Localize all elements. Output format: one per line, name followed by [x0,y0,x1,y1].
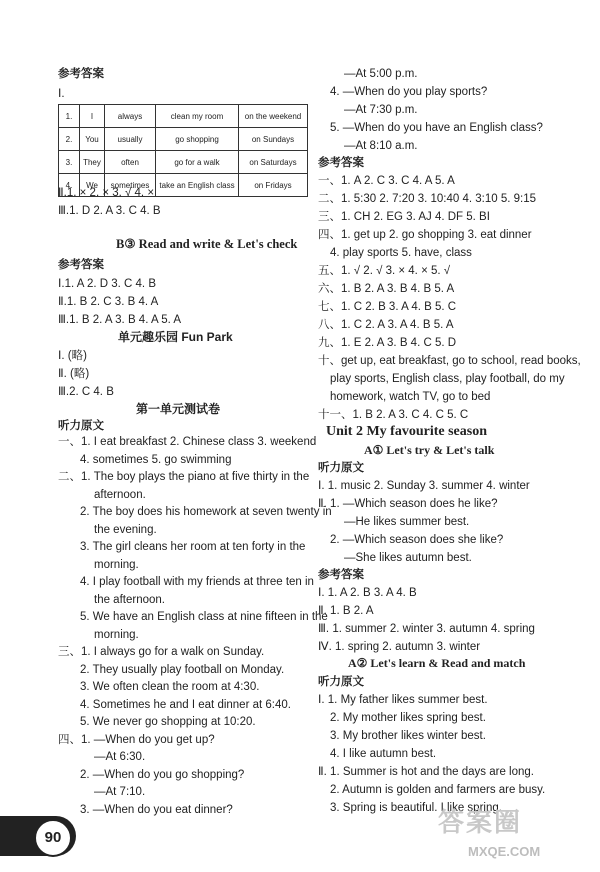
text-line: 2. They usually play football on Monday. [80,664,285,676]
text-line: 2. The boy does his homework at seven twenty in [80,506,332,518]
text-line: Ⅱ. 1. —Which season does he like? [318,498,498,510]
answer-line: 4. play sports 5. have, class [330,247,472,259]
table-cell: They [80,151,105,174]
text-line: —He likes summer best. [344,516,470,528]
answer-line: 六、1. B 2. A 3. B 4. B 5. A [318,283,455,295]
text-line: 2. —Which season does she like? [330,534,504,546]
text-line: 3. We often clean the room at 4:30. [80,681,260,693]
table-row [59,151,308,174]
table-cell: go for a walk [156,151,239,174]
unit-title: Unit 2 My favourite season [326,424,487,439]
text-line: —At 7:10. [94,786,146,798]
answer-line: Ⅰ. (略) [58,350,87,362]
table-cell: 1. [59,105,80,128]
section-title-a2: A② Let's learn & Read and match [348,656,526,670]
text-line: morning. [94,629,139,641]
table-row [59,105,308,128]
section-title-b3: B③ Read and write & Let's check [116,237,298,251]
text-line: Ⅰ. 1. music 2. Sunday 3. summer 4. winter [318,480,530,492]
answer-line: homework, watch TV, go to bed [330,391,491,403]
text-line: 3. The girl cleans her room at ten forty in the [80,541,306,553]
answer-line: Ⅲ.1. B 2. A 3. B 4. A 5. A [58,314,182,326]
text-line: 一、1. I eat breakfast 2. Chinese class 3. weekend [58,436,317,448]
answer-line: Ⅳ. 1. spring 2. autumn 3. winter [318,641,481,653]
table-cell: sometimes [105,174,156,197]
answer-line: 八、1. C 2. A 3. A 4. B 5. A [318,319,454,331]
section-title-a1: A① Let's try & Let's talk [364,443,495,457]
answer-line: Ⅲ.2. C 4. B [58,386,114,398]
text-line: 四、1. —When do you get up? [58,734,215,746]
table-cell: go shopping [156,128,239,151]
table-cell: We [80,174,105,197]
text-line: 三、1. I always go for a walk on Sunday. [58,646,265,658]
text-line: 4. I like autumn best. [330,748,437,760]
table-cell: 4. [59,174,80,197]
text-line: 3. Spring is beautiful. I like spring. [330,802,502,814]
answer-line: Ⅰ. 1. A 2. B 3. A 4. B [318,587,417,599]
text-line: —At 5:00 p.m. [344,68,418,80]
page-number: 90 [34,819,72,857]
answer-line: play sports, English class, play football, do my [330,373,565,385]
section-title-unit-test: 第一单元测试卷 [136,402,221,416]
text-line: 4. sometimes 5. go swimming [80,454,232,466]
table-cell: always [105,105,156,128]
table-cell: usually [105,128,156,151]
text-line: 4. —When do you play sports? [330,86,488,98]
answer-line: 二、1. 5:30 2. 7:20 3. 10:40 4. 3:10 5. 9:15 [318,193,537,205]
table-cell: often [105,151,156,174]
table-row [59,128,308,151]
text-line: 5. We have an English class at nine fifteen in the [80,611,328,623]
text-line: —At 7:30 p.m. [344,104,418,116]
text-line: 2. My mother likes spring best. [330,712,486,724]
answer-line: 十一、1. B 2. A 3. C 4. C 5. C [318,409,469,421]
text-line: Ⅱ. 1. Summer is hot and the days are long. [318,766,534,778]
answer-line: 十、get up, eat breakfast, go to school, read books, [318,355,581,367]
answer-line: 五、1. √ 2. √ 3. × 4. × 5. √ [318,265,451,277]
heading-reference-answers: 参考答案 [318,157,364,169]
section-title-fun-park: 单元趣乐园 Fun Park [118,330,233,344]
text-line: 二、1. The boy plays the piano at five thirty in the [58,471,310,483]
table-cell: I [80,105,105,128]
table-cell: 2. [59,128,80,151]
heading-reference-answers: 参考答案 [58,68,104,80]
answer-line: 一、1. A 2. C 3. C 4. A 5. A [318,175,455,187]
table-cell: 3. [59,151,80,174]
answer-line: Ⅲ.1. D 2. A 3. C 4. B [58,205,161,217]
text-line: —She likes autumn best. [344,552,472,564]
table-cell: on Sundays [239,128,308,151]
answer-line: 四、1. get up 2. go shopping 3. eat dinner [318,229,532,241]
answer-line: Ⅱ. 1. B 2. A [318,605,374,617]
text-line: —At 6:30. [94,751,146,763]
text-line: 2. —When do you go shopping? [80,769,245,781]
answer-line: Ⅱ.1. × 2. × 3. √ 4. × [58,187,155,199]
text-line: 5. We never go shopping at 10:20. [80,716,256,728]
heading-listening-script: 听力原文 [58,420,104,432]
answer-line: Ⅱ.1. B 2. C 3. B 4. A [58,296,159,308]
table-cell: You [80,128,105,151]
answer-line: 七、1. C 2. B 3. A 4. B 5. C [318,301,457,313]
answer-line: 九、1. E 2. A 3. B 4. C 5. D [318,337,457,349]
table-cell: on Fridays [239,174,308,197]
answer-line: Ⅲ. 1. summer 2. winter 3. autumn 4. spring [318,623,535,635]
text-line: afternoon. [94,489,146,501]
table-cell: take an English class [156,174,239,197]
table-cell: clean my room [156,105,239,128]
heading-listening-script: 听力原文 [318,676,364,688]
section-label: Ⅰ. [58,88,65,100]
table-cell: on Saturdays [239,151,308,174]
answer-line: 三、1. CH 2. EG 3. AJ 4. DF 5. BI [318,211,490,223]
answer-table [58,104,308,197]
text-line: 2. Autumn is golden and farmers are busy. [330,784,546,796]
text-line: morning. [94,559,139,571]
text-line: the afternoon. [94,594,165,606]
table-cell: on the weekend [239,105,308,128]
text-line: 4. Sometimes he and I eat dinner at 6:40. [80,699,291,711]
heading-reference-answers: 参考答案 [58,259,104,271]
text-line: Ⅰ. 1. My father likes summer best. [318,694,488,706]
answer-line: Ⅰ.1. A 2. D 3. C 4. B [58,278,156,290]
text-line: 5. —When do you have an English class? [330,122,543,134]
text-line: —At 8:10 a.m. [344,140,418,152]
watermark-url: MXQE.COM [468,844,541,859]
text-line: 4. I play football with my friends at three ten in [80,576,314,588]
text-line: 3. —When do you eat dinner? [80,804,233,816]
heading-listening-script: 听力原文 [318,462,364,474]
heading-reference-answers: 参考答案 [318,569,364,581]
answer-line: Ⅱ. (略) [58,368,90,380]
text-line: the evening. [94,524,157,536]
watermark-logo: 答案圈 [438,807,523,837]
text-line: 3. My brother likes winter best. [330,730,486,742]
